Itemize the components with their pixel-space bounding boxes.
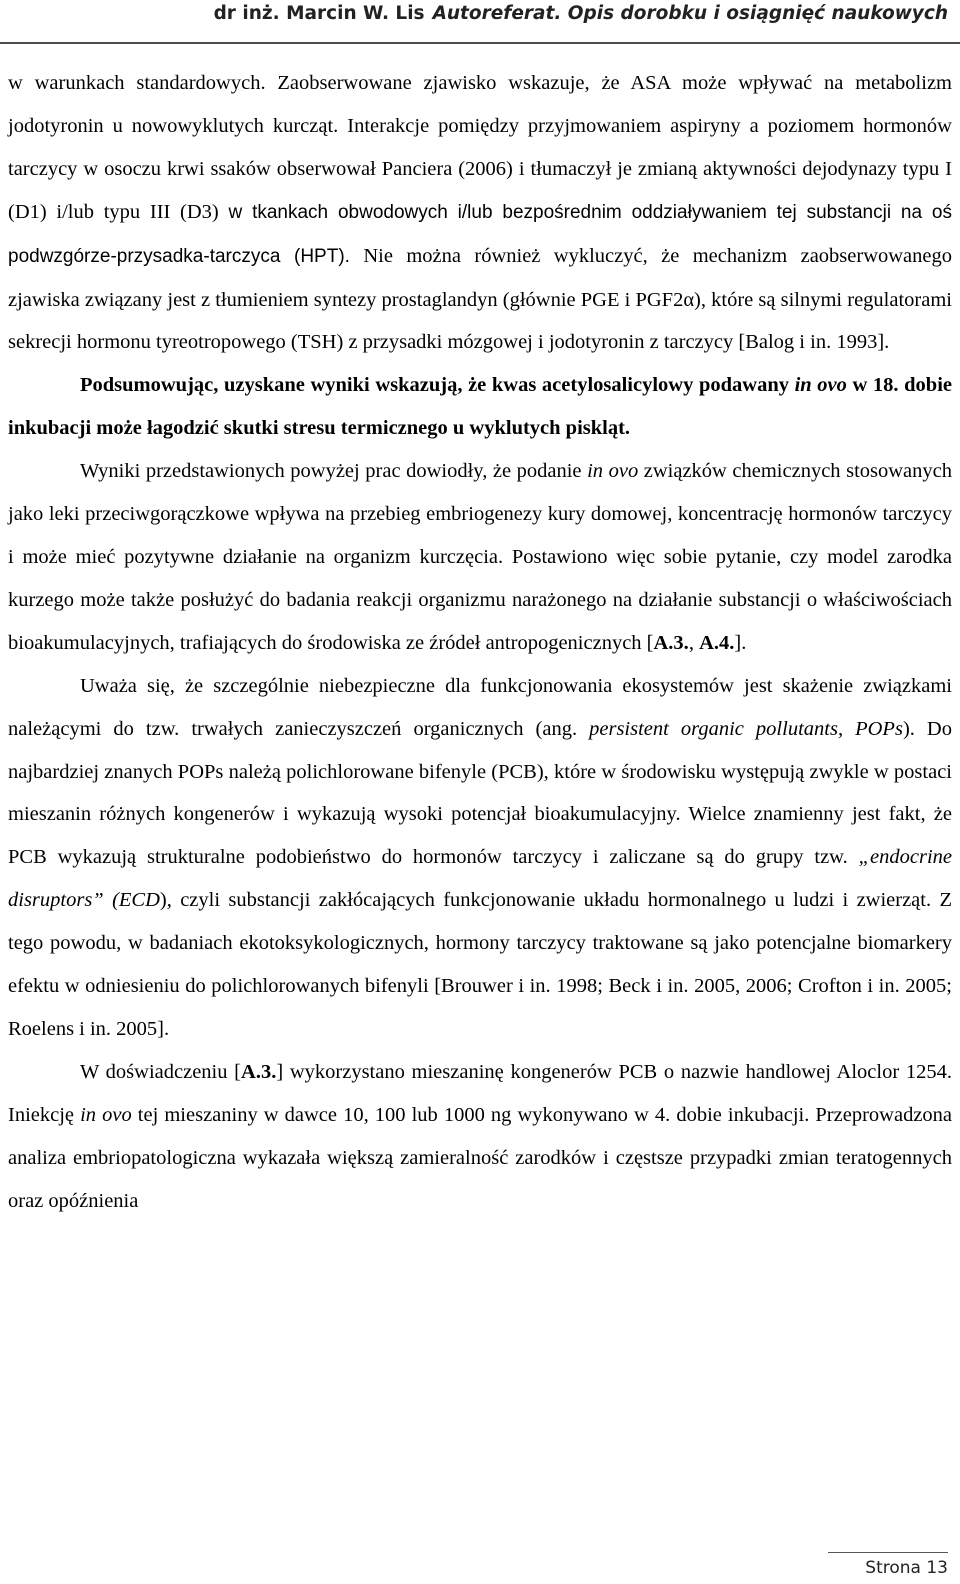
- text-run: ].: [734, 631, 747, 654]
- text-run: w 18. dobie inkubacji może łagodzić skutki stresu termicznego u wyklutych piskląt.: [8, 374, 952, 440]
- text-run: W doświadczeniu [: [80, 1060, 242, 1083]
- paragraph-2: [8, 364, 952, 450]
- text-run: A.3.: [241, 1060, 277, 1083]
- text-run: in ovo: [587, 460, 639, 483]
- document-body: [8, 62, 952, 1222]
- text-run: persistent organic pollutants, POPs: [589, 717, 903, 740]
- text-run: Nie można również wykluczyć, że mechanizm zaobserwowanego zjawiska związany jest z tłumieniem syntezy prostaglandyn (głównie PGE i PGF2α), które są silnymi regulatorami sekrecji hormonu tyreotropowego (TSH) z przysadki mózgowej i jodotyronin z tarczycy [Balog i in. 1993].: [8, 244, 953, 354]
- text-run: ,: [688, 631, 700, 654]
- text-run: ] wykorzystano mieszaninę kongenerów PCB o nazwie handlowej Aloclor 1254. Iniekcję: [8, 1060, 952, 1126]
- page-footer: [865, 1544, 948, 1584]
- text-run: A.3.: [653, 631, 689, 654]
- text-run: Uważa się, że szczególnie niebezpieczne dla funkcjonowania ekosystemów jest skażenie związkami należącymi do tzw. trwałych zanieczyszczeń organicznych (ang.: [8, 674, 952, 740]
- text-run: tej mieszaniny w dawce 10, 100 lub 1000 ng wykonywano w 4. dobie inkubacji. Przeprowadzona analiza embriopatologiczna wykazała większą zamieralność zarodków i częstsze przypadki zmian teratogennych oraz opóźnienia: [8, 1103, 953, 1212]
- page-header: [0, 0, 960, 44]
- text-run: ). Do najbardziej znanych POPs należą polichlorowane bifenyle (PCB), które w środowisku występują zwykle w postaci mieszanin różnych kongenerów i wykazują wysoki potencjał bioakumulacyjny. Wielce znamienny jest fakt, że PCB wykazują strukturalne podobieństwo do hormonów tarczycy i zaliczane są do grupy tzw.: [8, 717, 952, 869]
- footer-rule: [828, 1552, 948, 1553]
- text-run: in ovo: [794, 374, 847, 397]
- header-author: dr inż. Marcin W. Lis: [213, 3, 425, 24]
- text-run: Wyniki przedstawionych powyżej prac dowiodły, że podanie: [80, 460, 588, 483]
- page-number: Strona 13: [865, 1558, 948, 1578]
- text-run: w warunkach standardowych. Zaobserwowane zjawisko wskazuje, że ASA może wpływać na metabolizm jodotyronin u nowowyklutych kurcząt. Interakcje pomiędzy przyjmowaniem aspiryny a poziomem hormonów tarczycy w osoczu krwi ssaków obserwował Panciera (2006) i tłumaczył je zmianą aktywności dejodynazy typu I (D1) i/lub typu III (D3): [8, 72, 952, 223]
- header-doc-title: Autoreferat. Opis dorobku i osiągnięć naukowych: [432, 3, 948, 24]
- text-run: w tkankach obwodowych i/lub bezpośrednim oddziaływaniem tej substancji na oś podwzgórze-przysadka-tarczyca (HPT).: [8, 201, 952, 267]
- text-run: „endocrine disruptors” (ECD: [8, 846, 952, 912]
- text-run: ), czyli substancji zakłócających funkcjonowanie układu hormonalnego u ludzi i zwierząt. Z tego powodu, w badaniach ekotoksykologicznych, hormony tarczycy traktowane są jako potencjalne biomarkery efektu w odniesieniu do polichlorowanych bifenyli [Brouwer i in. 1998; Beck i in. 2005, 2006; Crofton i in. 2005; Roelens i in. 2005].: [8, 889, 952, 1040]
- text-run: Podsumowując, uzyskane wyniki wskazują, że kwas acetylosalicylowy podawany: [80, 374, 795, 397]
- paragraph-1: [8, 62, 952, 364]
- text-run: in ovo: [80, 1103, 132, 1126]
- paragraph-5: [8, 1051, 952, 1223]
- text-run: związków chemicznych stosowanych jako leki przeciwgorączkowe wpływa na przebieg embriogenezy kury domowej, koncentrację hormonów tarczycy i może mieć pozytywne działanie na organizm kurczęcia. Postawiono więc sobie pytanie, czy model zarodka kurzego może także posłużyć do badania reakcji organizmu narażonego na działanie substancji o właściwościach bioakumulacyjnych, trafiających do środowiska ze źródeł antropogenicznych [: [8, 460, 953, 654]
- paragraph-3: [8, 450, 952, 665]
- text-run: A.4.: [699, 631, 735, 654]
- paragraph-4: [8, 665, 952, 1051]
